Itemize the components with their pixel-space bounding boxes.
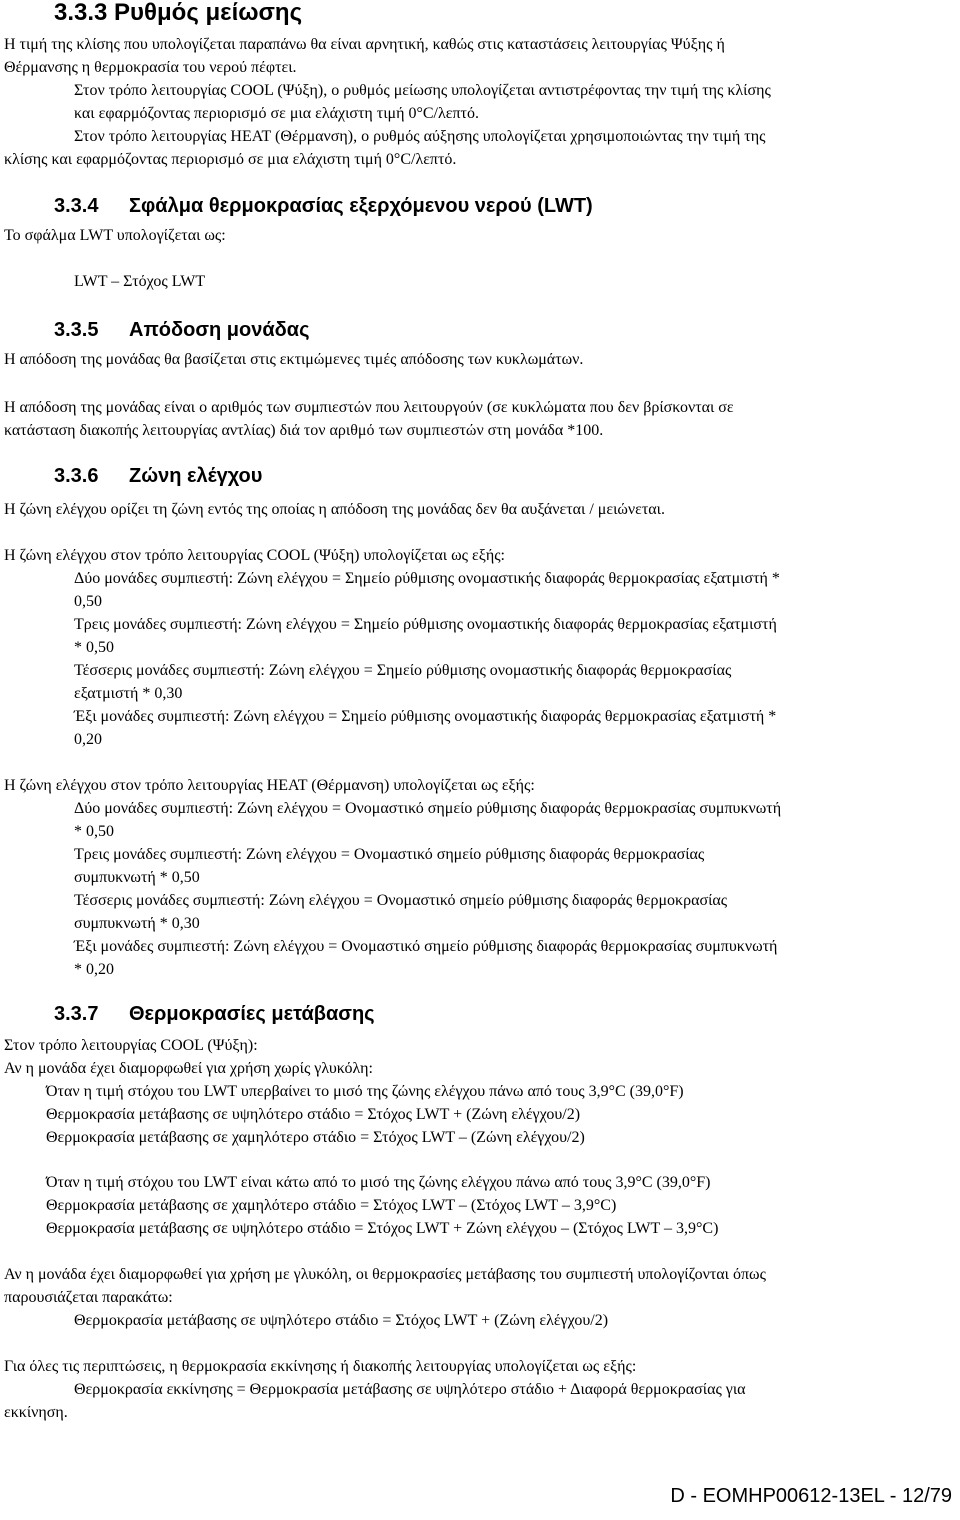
paragraph-line: Η ζώνη ελέγχου στον τρόπο λειτουργίας COOL (Ψύξη) υπολογίζεται ως εξής: [4,547,505,564]
list-item: Τέσσερις μονάδες συμπιεστή: Ζώνη ελέγχου = Ονομαστικό σημείο ρύθμισης διαφοράς θερμοκρασίας [74,892,728,909]
section-title: Ζώνη ελέγχου [129,465,263,487]
section-heading-3-3-3: 3.3.3 Ρυθμός μείωσης [54,0,303,26]
paragraph-line: παρουσιάζεται παρακάτω: [4,1289,173,1306]
list-item: Όταν η τιμή στόχου του LWT υπερβαίνει το μισό της ζώνης ελέγχου πάνω από τους 3,9°C (39,0°F) [46,1083,684,1100]
page-footer: D - EOMHP00612-13EL - 12/79 [670,1485,952,1507]
paragraph-line: Η ζώνη ελέγχου στον τρόπο λειτουργίας HEAT (Θέρμανση) υπολογίζεται ως εξής: [4,777,535,794]
section-heading-3-3-6 [54,464,262,488]
paragraph-line: Η τιμή της κλίσης που υπολογίζεται παραπάνω θα είναι αρνητική, καθώς στις καταστάσεις λειτουργίας Ψύξης ή [4,36,725,53]
section-number: 3.3.4 [54,195,99,217]
section-heading-3-3-5 [54,318,309,342]
list-item: Έξι μονάδες συμπιεστή: Ζώνη ελέγχου = Σημείο ρύθμισης ονομαστικής διαφοράς θερμοκρασίας εξατμιστή * [74,708,777,725]
list-item: Θερμοκρασία μετάβασης σε υψηλότερο στάδιο = Στόχος LWT + (Ζώνη ελέγχου/2) [46,1106,581,1123]
list-item: * 0,50 [74,639,114,656]
list-item: Τρεις μονάδες συμπιεστή: Ζώνη ελέγχου = Ονομαστικό σημείο ρύθμισης διαφοράς θερμοκρασίας [74,846,705,863]
paragraph-line: Αν η μονάδα έχει διαμορφωθεί για χρήση χωρίς γλυκόλη: [4,1060,373,1077]
section-number: 3.3.7 [54,1003,99,1025]
paragraph-line: και εφαρμόζοντας περιορισμό σε μια ελάχιστη τιμή 0°C/λεπτό. [74,105,479,122]
paragraph-line: Αν η μονάδα έχει διαμορφωθεί για χρήση με γλυκόλη, οι θερμοκρασίες μετάβασης του συμπιεστή υπολογίζονται όπως [4,1266,766,1283]
paragraph-line: κατάσταση διακοπής λειτουργίας αντλίας) διά τον αριθμό των συμπιεστών στη μονάδα *100. [4,422,604,439]
section-number: 3.3.6 [54,465,99,487]
paragraph-line: κλίσης και εφαρμόζοντας περιορισμό σε μια ελάχιστη τιμή 0°C/λεπτό. [4,151,457,168]
section-title: Σφάλμα θερμοκρασίας εξερχόμενου νερού (LWT) [129,195,593,217]
formula-line: Θερμοκρασία μετάβασης σε υψηλότερο στάδιο = Στόχος LWT + (Ζώνη ελέγχου/2) [74,1312,609,1329]
list-item: Έξι μονάδες συμπιεστή: Ζώνη ελέγχου = Ονομαστικό σημείο ρύθμισης διαφοράς θερμοκρασίας συμπυκνωτή [74,938,778,955]
list-item: Δύο μονάδες συμπιεστή: Ζώνη ελέγχου = Ονομαστικό σημείο ρύθμισης διαφοράς θερμοκρασίας συμπυκνωτή [74,800,782,817]
section-heading-3-3-7 [54,1002,375,1026]
list-item: Θερμοκρασία μετάβασης σε υψηλότερο στάδιο = Στόχος LWT + Ζώνη ελέγχου – (Στόχος LWT – 3,9°C) [46,1220,719,1237]
list-item: συμπυκνωτή * 0,30 [74,915,200,932]
formula-line: Θερμοκρασία εκκίνησης = Θερμοκρασία μετάβασης σε υψηλότερο στάδιο + Διαφορά θερμοκρασίας για [74,1381,746,1398]
list-item: Τέσσερις μονάδες συμπιεστή: Ζώνη ελέγχου = Σημείο ρύθμισης ονομαστικής διαφοράς θερμοκρασίας [74,662,732,679]
section-heading-3-3-4 [54,194,593,218]
section-title: Θερμοκρασίες μετάβασης [129,1003,375,1025]
list-item: εξατμιστή * 0,30 [74,685,183,702]
paragraph-line: εκκίνηση. [4,1404,68,1421]
paragraph-line: Στον τρόπο λειτουργίας COOL (Ψύξη), ο ρυθμός μείωσης υπολογίζεται αντιστρέφοντας την τιμή της κλίσης [74,82,771,99]
paragraph-line: Η απόδοση της μονάδας είναι ο αριθμός των συμπιεστών που λειτουργούν (σε κυκλώματα που δεν βρίσκονται σε [4,399,734,416]
paragraph-line: Στον τρόπο λειτουργίας HEAT (Θέρμανση), ο ρυθμός αύξησης υπολογίζεται χρησιμοποιώντας την τιμή της [74,128,766,145]
list-item: * 0,20 [74,961,114,978]
paragraph-line: Η ζώνη ελέγχου ορίζει τη ζώνη εντός της οποίας η απόδοση της μονάδας δεν θα αυξάνεται / μειώνεται. [4,501,665,518]
section-title: Απόδοση μονάδας [129,319,310,341]
section-number: 3.3.5 [54,319,99,341]
list-item: 0,50 [74,593,102,610]
list-item: Όταν η τιμή στόχου του LWT είναι κάτω από το μισό της ζώνης ελέγχου πάνω από τους 3,9°C (39,0°F) [46,1174,711,1191]
formula-line: LWT – Στόχος LWT [74,273,206,290]
paragraph-line: Η απόδοση της μονάδας θα βασίζεται στις εκτιμώμενες τιμές απόδοσης των κυκλωμάτων. [4,351,584,368]
list-item: * 0,50 [74,823,114,840]
paragraph-line: Για όλες τις περιπτώσεις, η θερμοκρασία εκκίνησης ή διακοπής λειτουργίας υπολογίζεται ως εξής: [4,1358,637,1375]
list-item: Δύο μονάδες συμπιεστή: Ζώνη ελέγχου = Σημείο ρύθμισης ονομαστικής διαφοράς θερμοκρασίας εξατμιστή * [74,570,780,587]
list-item: Θερμοκρασία μετάβασης σε χαμηλότερο στάδιο = Στόχος LWT – (Ζώνη ελέγχου/2) [46,1129,585,1146]
list-item: Τρεις μονάδες συμπιεστή: Ζώνη ελέγχου = Σημείο ρύθμισης ονομαστικής διαφοράς θερμοκρασίας εξατμιστή [74,616,777,633]
list-item: 0,20 [74,731,102,748]
list-item: συμπυκνωτή * 0,50 [74,869,200,886]
list-item: Θερμοκρασία μετάβασης σε χαμηλότερο στάδιο = Στόχος LWT – (Στόχος LWT – 3,9°C) [46,1197,617,1214]
paragraph-line: Το σφάλμα LWT υπολογίζεται ως: [4,227,226,244]
paragraph-line: Θέρμανσης η θερμοκρασία του νερού πέφτει. [4,59,297,76]
paragraph-line: Στον τρόπο λειτουργίας COOL (Ψύξη): [4,1037,258,1054]
